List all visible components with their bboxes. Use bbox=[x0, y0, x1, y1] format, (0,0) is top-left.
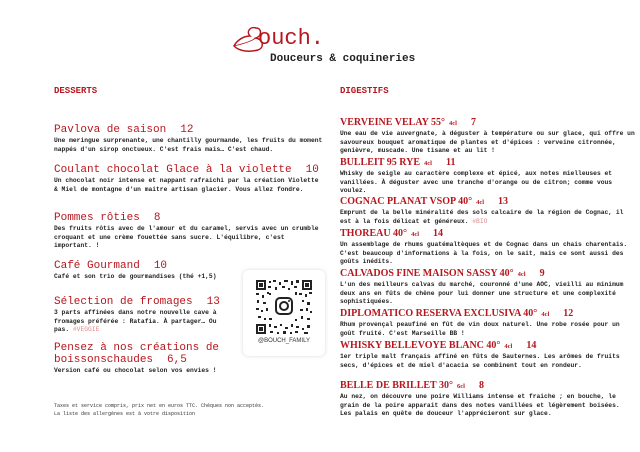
footer-line-1: Taxes et service compris, prix net en euros TTC. Chèques non acceptés. bbox=[54, 403, 265, 409]
veggie-tag: #VEGGIE bbox=[72, 326, 100, 333]
item-description: Emprunt de la belle minéralité des sols calcaire de la région de Cognac, il est à la fois délicat et généreux. #BIO bbox=[340, 209, 624, 225]
item-volume: 4cl bbox=[541, 311, 550, 318]
item-description: Une eau de vie auvergnate, à déguster à température ou sur glace, qui offre un savoureux bouquet aromatique de plantes et d'épices : verveine citronnée, genièvre, muscade. Une tisane et au lit ! bbox=[340, 130, 635, 154]
digestif-item bbox=[340, 380, 632, 419]
item-description: Au nez, on découvre une poire Williams intense et fraiche ; en bouche, le grain de la poire apparait dans des notes vanillées et légèrement boisées. Les palais en quête de douceur l'apprécieront sur glace. bbox=[340, 393, 620, 417]
instagram-qr-card[interactable] bbox=[243, 270, 325, 356]
brand-name: ouch. bbox=[258, 26, 325, 51]
digestif-item bbox=[340, 228, 630, 267]
digestif-item bbox=[340, 157, 630, 196]
item-name: CALVADOS FINE MAISON SASSY 40° bbox=[340, 268, 514, 279]
item-name: VERVEINE VELAY 55° bbox=[340, 117, 445, 128]
brand-logo bbox=[232, 24, 432, 72]
item-description: Un chocolat noir intense et nappant rafraichi par la création Violette & Miel de montagne d'un maitre artisan glacier. Vous allez fondre. bbox=[54, 177, 319, 193]
item-volume: 4cl bbox=[517, 271, 526, 278]
digestif-item bbox=[340, 340, 632, 370]
item-description: L'un des meilleurs calvas du marché, couronné d'une AOC, vieilli au minimum deux ans en fûts de chêne pour lui donner une structure et une complexité sophistiquées. bbox=[340, 281, 624, 305]
digestif-item bbox=[340, 308, 632, 338]
item-price: 10 bbox=[153, 260, 168, 272]
item-price: 7 bbox=[470, 117, 476, 128]
item-name: DIPLOMATICO RESERVA EXCLUSIVA 40° bbox=[340, 308, 538, 319]
item-name: THOREAU 40° bbox=[340, 228, 408, 239]
footer-line-2: La liste des allergènes est à votre disposition bbox=[54, 411, 196, 417]
item-volume: 4cl bbox=[448, 120, 457, 127]
bio-tag: #BIO bbox=[472, 217, 488, 225]
item-name: COGNAC PLANAT VSOP 40° bbox=[340, 196, 473, 207]
item-name: Pommes rôties bbox=[54, 212, 140, 224]
item-price: 8 bbox=[478, 380, 484, 391]
item-description: Version café ou chocolat selon vos envies ! bbox=[54, 367, 217, 374]
item-description: 3 parts affinées dans notre nouvelle cave à fromages préférée : Ratafia. À partager… Ou pas. #VEGGIE bbox=[54, 309, 217, 333]
footer-note bbox=[54, 402, 264, 418]
item-description: Un assemblage de rhums guatémaltèques et de Cognac dans un chais charentais. C'est beaucoup d'informations à la fois, on le sait, mais ce sont aussi des goûts inédits. bbox=[340, 241, 628, 265]
item-volume: 6cl bbox=[457, 383, 465, 390]
item-price: 6,5 bbox=[167, 354, 187, 366]
item-volume: 4cl bbox=[424, 160, 432, 167]
item-name: Pensez à nos créations de bbox=[54, 342, 220, 354]
item-price: 11 bbox=[446, 157, 456, 168]
item-name: WHISKY BELLEVOYE BLANC 40° bbox=[340, 340, 501, 351]
dessert-item bbox=[54, 124, 334, 154]
item-volume: 4cl bbox=[476, 199, 485, 206]
item-description: Whisky de seigle au caractère complexe et épicé, aux notes mielleuses et vanillées. À déguster avec une tranche d'orange ou de citron; comme vous voulez. bbox=[340, 170, 613, 194]
dessert-item bbox=[54, 342, 254, 376]
dessert-item bbox=[54, 296, 224, 335]
dessert-item bbox=[54, 164, 324, 194]
digestifs-section bbox=[340, 86, 630, 98]
item-price: 13 bbox=[498, 196, 509, 207]
digestif-item bbox=[340, 268, 632, 307]
item-name: BELLE DE BRILLET 30° bbox=[340, 380, 454, 391]
item-name: Coulant chocolat Glace à la violette bbox=[54, 164, 292, 176]
item-price: 9 bbox=[539, 268, 545, 279]
digestif-item bbox=[340, 117, 635, 156]
item-price: 14 bbox=[526, 340, 537, 351]
item-price: 12 bbox=[180, 124, 194, 136]
dessert-item bbox=[54, 260, 244, 282]
item-volume: 4cl bbox=[504, 343, 513, 350]
section-title-digestifs: DIGESTIFS bbox=[340, 86, 389, 96]
dessert-item bbox=[54, 212, 324, 251]
item-name: Sélection de fromages bbox=[54, 296, 193, 308]
section-title-desserts: DESSERTS bbox=[54, 86, 98, 96]
item-description: Des fruits rôtis avec de l'amour et du caramel, servis avec un crumble croquant et une crème fouettée sans sucre. L'équilibre, c'est important. ! bbox=[54, 225, 319, 249]
desserts-section bbox=[54, 86, 329, 98]
item-name-line2: boissonschaudes bbox=[54, 354, 154, 366]
item-name: Pavlova de saison bbox=[54, 124, 167, 136]
item-description: Une meringue surprenante, une chantilly gourmande, les fruits du moment nappés d'un sirop onctueux. C'est frais mais… C'est chaud. bbox=[54, 137, 323, 153]
item-name: Café Gourmand bbox=[54, 260, 140, 272]
item-description: Café et son trio de gourmandises (thé +1,5) bbox=[54, 273, 217, 280]
item-price: 14 bbox=[433, 228, 444, 239]
item-price: 10 bbox=[305, 164, 319, 176]
item-description: 1er triple malt français affiné en fûts de Sauternes. Les arômes de fruits secs, d'épices et de miel d'acacia se combinent tout en rondeur. bbox=[340, 353, 620, 369]
item-price: 12 bbox=[563, 308, 574, 319]
brand-tagline: Douceurs & coquineries bbox=[270, 53, 416, 65]
qr-code bbox=[254, 278, 314, 336]
item-description: Rhum provençal peaufiné en fût de vin doux naturel. Une robe rosée pour un goût fruité. C'est Marseille BB ! bbox=[340, 321, 620, 337]
item-price: 8 bbox=[153, 212, 161, 224]
instagram-handle: @BOUCH_FAMILY bbox=[258, 338, 310, 344]
item-volume: 4cl bbox=[411, 231, 420, 238]
item-price: 13 bbox=[206, 296, 220, 308]
digestif-item bbox=[340, 196, 630, 226]
item-name: BULLEIT 95 RYE bbox=[340, 157, 421, 168]
